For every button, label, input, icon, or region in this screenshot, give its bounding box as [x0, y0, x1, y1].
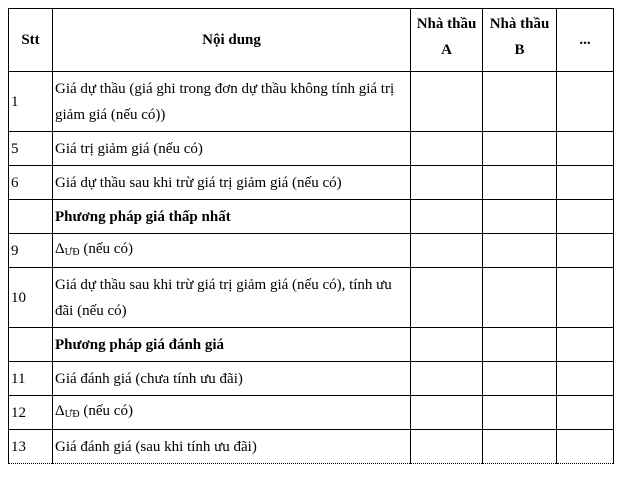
row-cell-contractor-a: [411, 328, 483, 362]
row-content: [53, 234, 411, 268]
row-cell-contractor-a: [411, 72, 483, 132]
row-stt: [9, 200, 53, 234]
row-content: Giá đánh giá (sau khi tính ưu đãi): [53, 430, 411, 464]
header-more: ...: [557, 9, 614, 72]
row-cell-contractor-a: [411, 430, 483, 464]
delta-char: Δ: [55, 240, 65, 257]
row-content: [53, 396, 411, 430]
row-stt: 11: [9, 362, 53, 396]
row-cell-contractor-a: [411, 132, 483, 166]
row-content: Giá trị giảm giá (nếu có): [53, 132, 411, 166]
row-cell-contractor-a: [411, 166, 483, 200]
row-cell-contractor-b: [483, 72, 557, 132]
table-row: [9, 234, 614, 268]
header-content: Nội dung: [53, 9, 411, 72]
row-stt: [9, 328, 53, 362]
header-contractor-a-line2: A: [441, 42, 452, 58]
table-section-row: [9, 200, 614, 234]
row-cell-contractor-b: [483, 328, 557, 362]
row-cell-more: [557, 132, 614, 166]
row-content: Giá dự thầu sau khi trừ giá trị giảm giá (nếu có): [53, 166, 411, 200]
row-content: Giá đánh giá (chưa tính ưu đãi): [53, 362, 411, 396]
row-cell-contractor-b: [483, 132, 557, 166]
row-cell-contractor-b: [483, 234, 557, 268]
row-cell-more: [557, 396, 614, 430]
header-contractor-b-line1: Nhà thầu: [489, 16, 550, 32]
header-contractor-a-line1: Nhà thầu: [416, 16, 477, 32]
table-section-row: [9, 328, 614, 362]
delta-char: Δ: [55, 402, 65, 419]
row-stt: 6: [9, 166, 53, 200]
header-contractor-b-line2: B: [514, 42, 525, 58]
table-row: [9, 362, 614, 396]
table-row: [9, 166, 614, 200]
row-cell-contractor-b: [483, 166, 557, 200]
evaluation-table: [8, 8, 614, 464]
header-contractor-b: [483, 9, 557, 72]
delta-symbol: [55, 403, 80, 419]
row-cell-more: [557, 234, 614, 268]
table-row: [9, 132, 614, 166]
row-cell-more: [557, 200, 614, 234]
table-row: [9, 72, 614, 132]
table-header-row: [9, 9, 614, 72]
row-content: Giá dự thầu sau khi trừ giá trị giảm giá (nếu có), tính ưu đãi (nếu có): [53, 268, 411, 328]
row-stt: 12: [9, 396, 53, 430]
row-cell-contractor-b: [483, 200, 557, 234]
section-title-evaluated-price: Phương pháp giá đánh giá: [53, 328, 411, 362]
table-row: [9, 430, 614, 464]
row-stt: 9: [9, 234, 53, 268]
delta-subscript: ƯĐ: [64, 246, 80, 258]
row-stt: 1: [9, 72, 53, 132]
row-cell-contractor-a: [411, 200, 483, 234]
header-contractor-a: [411, 9, 483, 72]
row-cell-more: [557, 166, 614, 200]
row-stt: 10: [9, 268, 53, 328]
row-cell-contractor-a: [411, 268, 483, 328]
row-cell-contractor-b: [483, 430, 557, 464]
row-cell-contractor-a: [411, 396, 483, 430]
row-cell-contractor-b: [483, 268, 557, 328]
row-cell-contractor-b: [483, 396, 557, 430]
row-content-text: (nếu có): [79, 240, 133, 257]
table-row: [9, 396, 614, 430]
delta-symbol: [55, 241, 80, 257]
row-content: Giá dự thầu (giá ghi trong đơn dự thầu không tính giá trị giảm giá (nếu có)): [53, 72, 411, 132]
section-title-lowest-price: Phương pháp giá thấp nhất: [53, 200, 411, 234]
row-stt: 5: [9, 132, 53, 166]
row-stt: 13: [9, 430, 53, 464]
row-cell-more: [557, 268, 614, 328]
row-cell-more: [557, 328, 614, 362]
row-cell-more: [557, 362, 614, 396]
row-cell-contractor-b: [483, 362, 557, 396]
row-cell-more: [557, 72, 614, 132]
row-cell-contractor-a: [411, 234, 483, 268]
row-cell-contractor-a: [411, 362, 483, 396]
row-content-text: (nếu có): [79, 402, 133, 419]
row-cell-more: [557, 430, 614, 464]
table-row: [9, 268, 614, 328]
header-stt: Stt: [9, 9, 53, 72]
delta-subscript: ƯĐ: [64, 408, 80, 420]
